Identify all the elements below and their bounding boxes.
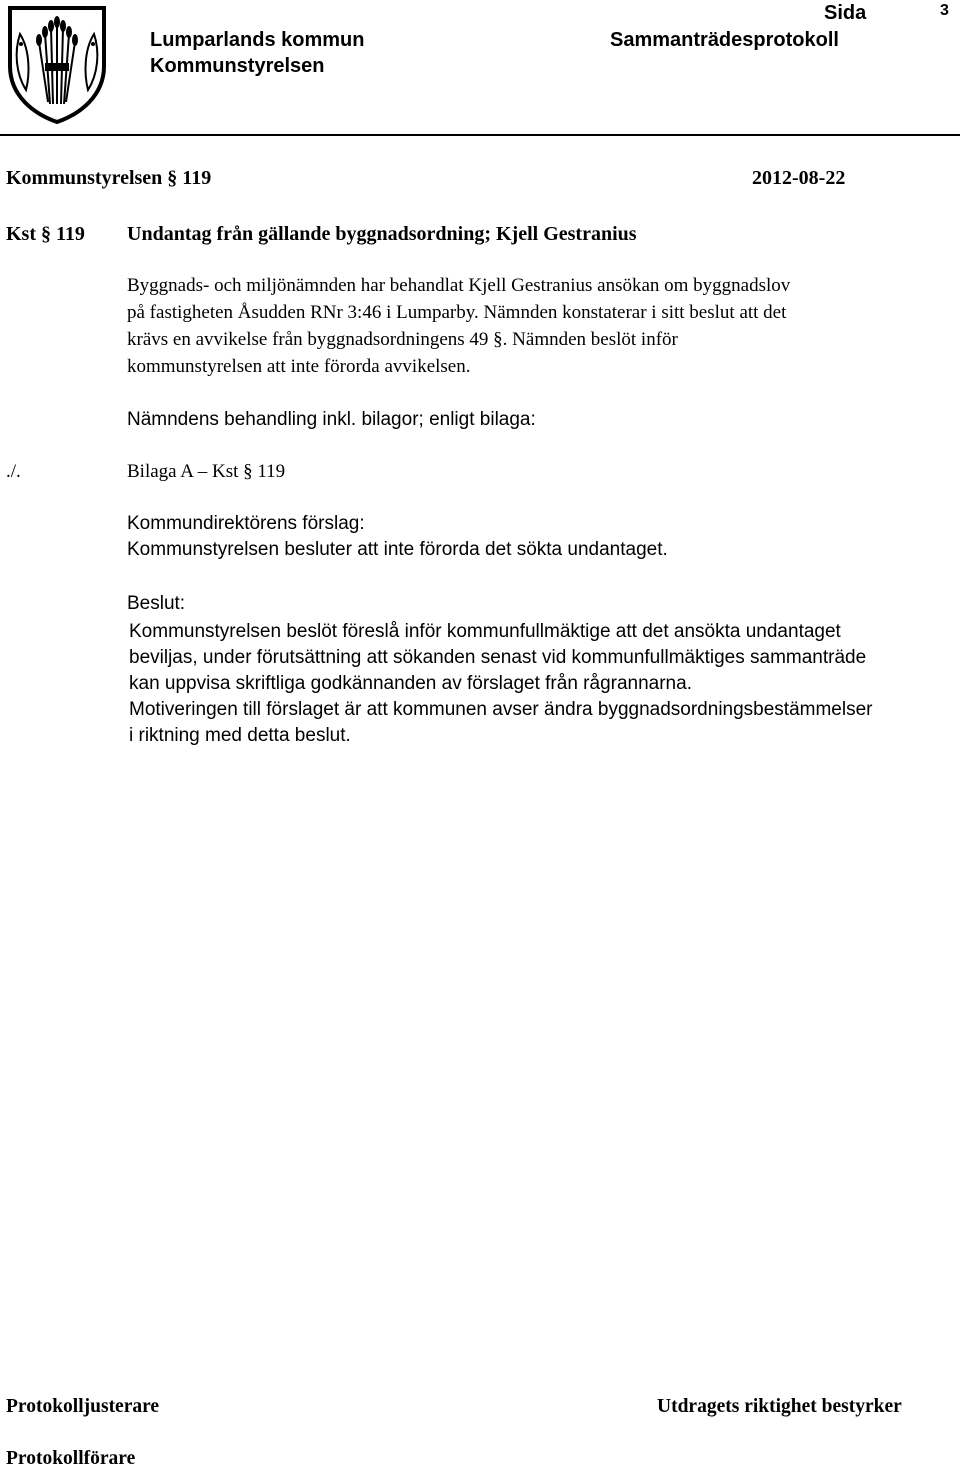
meeting-date: 2012-08-22 (752, 167, 846, 189)
decision-line: kan uppvisa skriftliga godkännanden av förslaget från rågrannarna. (129, 673, 692, 694)
proposal-heading: Kommundirektörens förslag: (127, 513, 365, 534)
item-reference: Kst § 119 (6, 223, 85, 245)
decision-heading: Beslut: (127, 593, 186, 614)
handling-note: Nämndens behandling inkl. bilagor; enligt bilaga: (127, 409, 536, 430)
meeting-title: Kommunstyrelsen § 119 (6, 167, 212, 189)
item-paragraph-line: Byggnads- och miljönämnden har behandlat Kjell Gestranius ansökan om byggnadslov (127, 275, 791, 296)
item-heading: Undantag från gällande byggnadsordning; Kjell Gestranius (127, 223, 637, 245)
proposal-text: Kommunstyrelsen besluter att inte förorda det sökta undantaget. (127, 539, 668, 560)
municipality-coat-of-arms-logo (6, 4, 108, 124)
page-number: 3 (940, 2, 949, 19)
header-divider (0, 134, 960, 136)
decision-line: i riktning med detta beslut. (129, 725, 351, 746)
footer-adjuster-label: Protokolljusterare (6, 1396, 160, 1417)
footer-certify-label: Utdragets riktighet bestyrker (657, 1396, 902, 1417)
item-paragraph-line: kommunstyrelsen att inte förorda avvikelsen. (127, 356, 471, 377)
decision-line: Motiveringen till förslaget är att kommunen avser ändra byggnadsordningsbestämmelser (129, 699, 873, 720)
item-paragraph-line: krävs en avvikelse från byggnadsordningens 49 §. Nämnden beslöt inför (127, 329, 678, 350)
department-name: Kommunstyrelsen (150, 55, 325, 77)
decision-line: Kommunstyrelsen beslöt föreslå inför kommunfullmäktige att det ansökta undantaget (129, 621, 841, 642)
document-type: Sammanträdesprotokoll (610, 29, 839, 51)
attachment-reference: Bilaga A – Kst § 119 (127, 461, 286, 482)
attachment-marker: ./. (6, 461, 21, 482)
item-paragraph-line: på fastigheten Åsudden RNr 3:46 i Lumparby. Nämnden konstaterar i sitt beslut att det (127, 302, 787, 323)
org-name: Lumparlands kommun (150, 29, 365, 51)
page-label: Sida (824, 2, 867, 24)
decision-line: beviljas, under förutsättning att sökanden senast vid kommunfullmäktiges sammanträde (129, 647, 867, 668)
footer-keeper-label: Protokollförare (6, 1448, 136, 1469)
